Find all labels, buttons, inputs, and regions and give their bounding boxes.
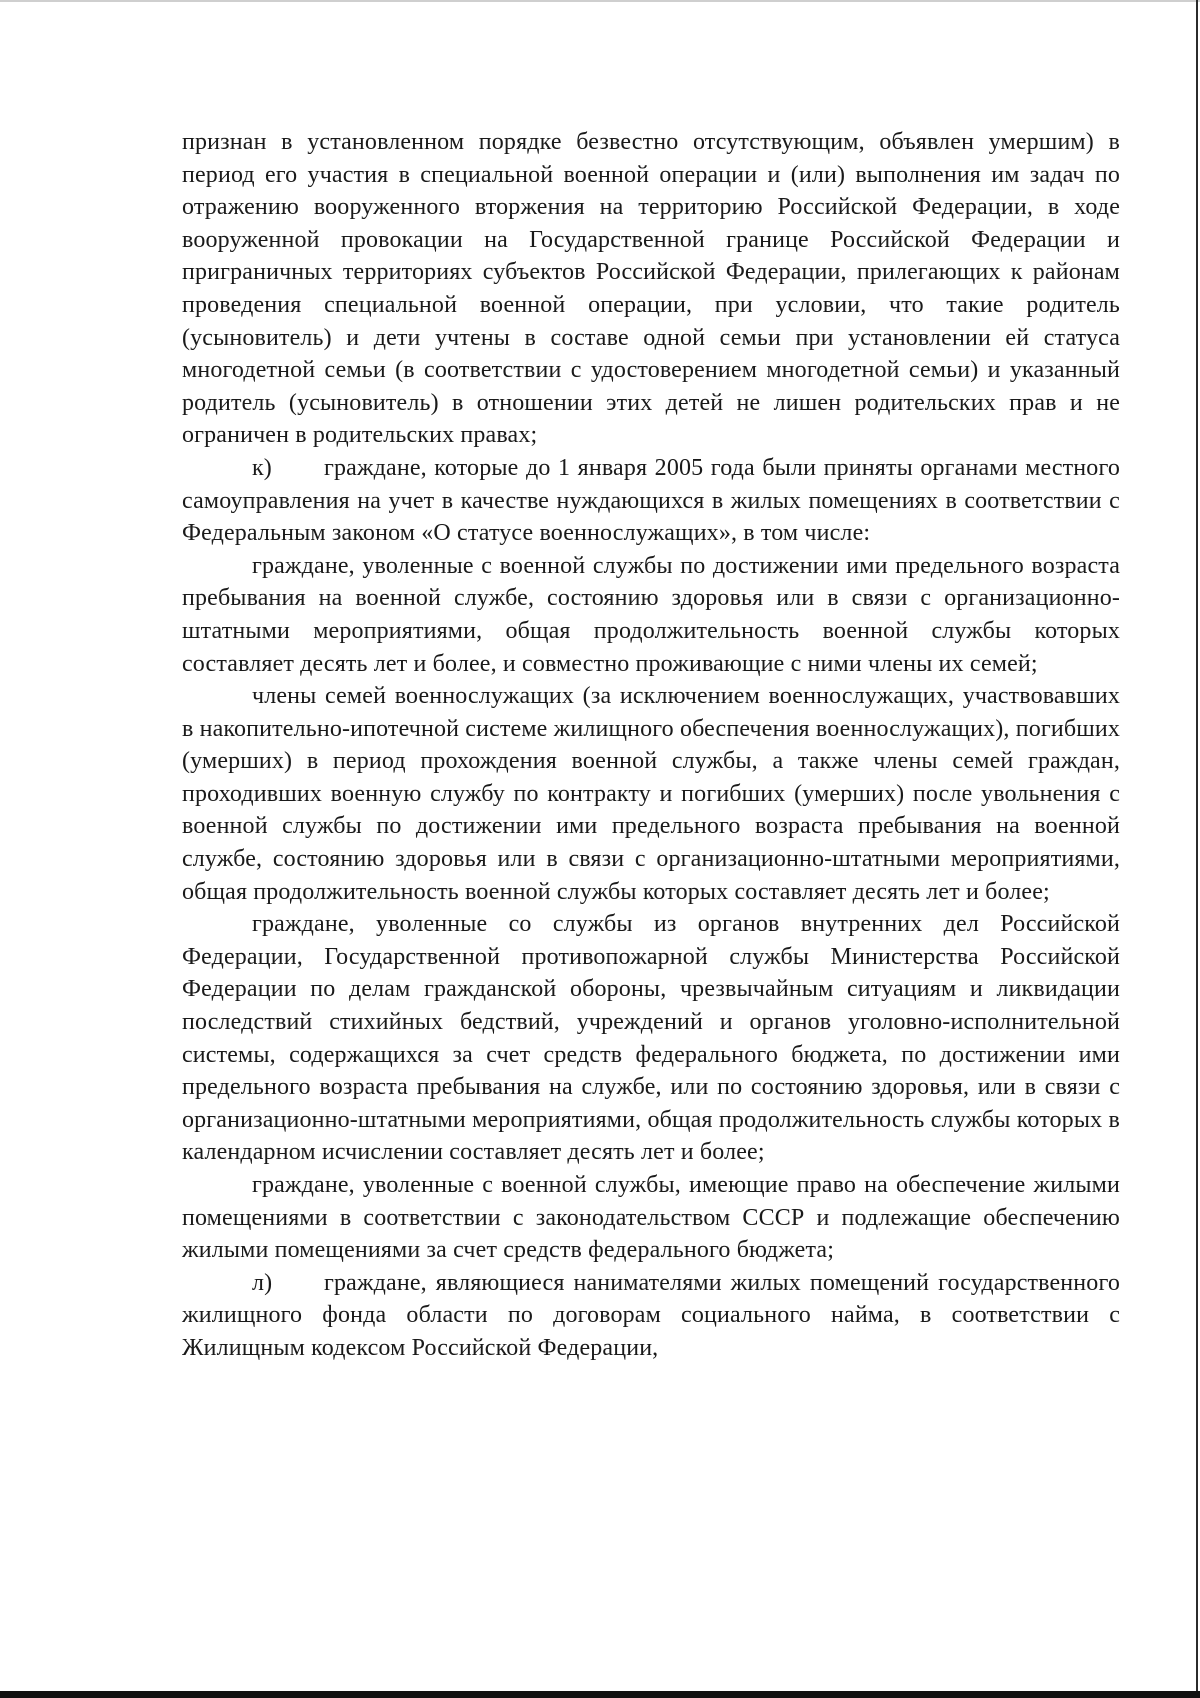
paragraph-ussr-legislation: [182, 1169, 1120, 1267]
paragraph-internal-affairs: [182, 908, 1120, 1169]
list-marker: к): [252, 454, 272, 481]
paragraph-text: граждане, уволенные с военной службы по достижении ими предельного возраста пребывания на военной службе, состоянию здоровья или в связи с организационно-штатными мероприятиями, общая продолжительность военной службы которых составляет десять лет и более, и совместно проживающие с ними члены их семей;: [182, 552, 1120, 677]
paragraph-text: граждане, уволенные со службы из органов внутренних дел Российской Федерации, Государственной противопожарной службы Министерства Российской Федерации по делам гражданской обороны, чрезвычайным ситуациям и ликвидации последствий стихийных бедствий, учреждений и органов уголовно-исполнительной системы, содержащихся за счет средств федерального бюджета, по достижении ими предельного возраста пребывания на службе, или по состоянию здоровья, или в связи с организационно-штатными мероприятиями, общая продолжительность службы которых в календарном исчислении составляет десять лет и более;: [182, 911, 1120, 1166]
paragraph-discharged-military: [182, 550, 1120, 680]
paragraph-item-k: [182, 452, 1120, 550]
scan-right-edge: [1196, 0, 1198, 1698]
list-marker: л): [252, 1269, 273, 1296]
paragraph-text: граждане, являющиеся нанимателями жилых помещений государственного жилищного фонда области по договорам социального найма, в соответствии с Жилищным кодексом Российской Федерации,: [182, 1269, 1120, 1361]
paragraph-family-members: [182, 680, 1120, 908]
paragraph-text: граждане, уволенные с военной службы, имеющие право на обеспечение жилыми помещениями в соответствии с законодательством СССР и подлежащие обеспечению жилыми помещениями за счет средств федерального бюджета;: [182, 1172, 1120, 1264]
paragraph-continuation: [182, 126, 1120, 452]
scan-top-edge: [0, 0, 1200, 2]
paragraph-text: признан в установленном порядке безвестно отсутствующим, объявлен умершим) в период его участия в специальной военной операции и (или) выполнения им задач по отражению вооруженного вторжения на территорию Российской Федерации, в ходе вооруженной провокации на Государственной границе Российской Федерации и приграничных территориях субъектов Российской Федерации, прилегающих к районам проведения специальной военной операции, при условии, что такие родитель (усыновитель) и дети учтены в составе одной семьи при установлении ей статуса многодетной семьи (в соответствии с удостоверением многодетной семьи) и указанный родитель (усыновитель) в отношении этих детей не лишен родительских прав и не ограничен в родительских правах;: [182, 129, 1120, 449]
document-body: [182, 126, 1120, 1365]
paragraph-text: члены семей военнослужащих (за исключением военнослужащих, участвовавших в накопительно-ипотечной системе жилищного обеспечения военнослужащих), погибших (умерших) в период прохождения военной службы, а также члены семей граждан, проходивших военную службу по контракту и погибших (умерших) после увольнения с военной службы по достижении ими предельного возраста пребывания на военной службе, состоянию здоровья или в связи с организационно-штатными мероприятиями, общая продолжительность военной службы которых составляет десять лет и более;: [182, 683, 1120, 905]
paragraph-text: граждане, которые до 1 января 2005 года были приняты органами местного самоуправления на учет в качестве нуждающихся в жилых помещениях в соответствии с Федеральным законом «О статусе военнослужащих», в том числе:: [182, 454, 1120, 547]
scan-bottom-edge: [0, 1691, 1200, 1698]
paragraph-item-l: [182, 1267, 1120, 1365]
